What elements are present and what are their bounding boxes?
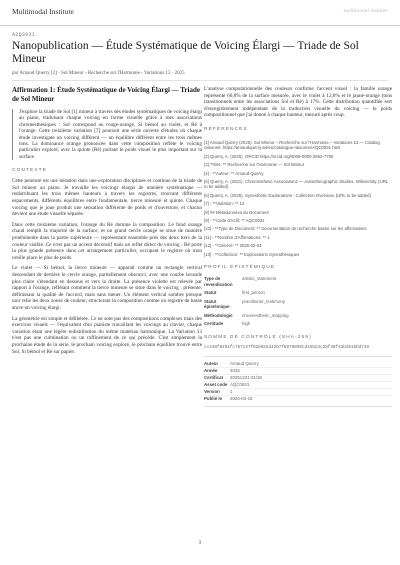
profile-value: chromesthetic_mapping [242,312,289,318]
reference-item[interactable]: [6] Querry, A. (2025). Synesthetic Explorations - Collection Overview. [URL to be added] [204,192,371,198]
metadata-value: 2025 [230,368,240,374]
byline: par Arnaud Querry [2] · Sol Mineur - Recherche sur l'Harmonie - Variations 13 · 2025 [12,71,185,76]
metadata-row [204,368,392,375]
brand-name[interactable]: Multimodal Institute [12,7,74,16]
reference-item[interactable]: [13] - **Collection: ** Explorations Synesthésiques [204,251,300,257]
reference-item[interactable]: [7] - **Variation: ** 13 [204,201,245,207]
profile-value: artistic_statement [242,276,277,282]
reference-item[interactable]: [12] - **Généré: ** 2026-02-04 [204,243,262,249]
claim-heading: Affirmation 1: Étude Systématique de Voicing Élargi — Triade de Sol Mineur [12,86,200,103]
epistemic-profile [204,276,392,327]
profile-key: Méthodologie [204,312,233,318]
profile-value: first_person [242,290,265,296]
profile-row [204,313,392,319]
reference-item[interactable]: [9] - **Code d'Actif: ** AQC0931 [204,218,265,224]
metadata-key: Auteur [204,361,219,367]
metadata-key: Publié le [204,396,223,402]
profile-key: Statut épistémique [204,298,230,310]
metadata-row [204,382,392,389]
metadata-key: Asset code [204,382,228,388]
metadata-row [204,396,392,402]
checksum-value: cc338f9291fc767137f026655d42b7f6079899cd45524c28f40f43b3818bd748 [204,344,370,350]
metadata-value: 2026-04-18 [230,396,253,402]
page-title: Nanopublication — Étude Systématique de Voicing Élargi — Triade de Sol Mineur [12,40,359,65]
context-paragraph: La géométrie est simple et délibérée. Ce ne sont pas des compositions complexes mais des exercices visuels — l'équivalent d'un pianiste travaillant les voicings au clavier, chaque variation étant une légère redistribution du même matériau harmonique. La Variation 13 n'est pas une culmination ou un raffinement de ce qui précède. C'est simplement la prochaine étude de la série, le prochain voicing exploré, le prochain équilibre trouvé entre Sol, Si bémol et Ré sur papier. [12,315,202,355]
right-column [204,86,392,407]
claim-text: J'explore la triade de Sol [1] mineur à travers des études systématiques de voicing élargi au piano, traduisant chaque voicing en forme visuelle grâce à mes associations chromesthésiques : Sol correspond au rouge-orange, Si bémol au violet, et Ré à l'orange. Cette treizième variation [7] poursuit une série ouverte d'études où chaque étude investigate un voicing différent — un équilibre différent entre les trois mêmes tons. La dominance orange prononcée dans cette composition reflète le voicing particulier exploré, avec la quinte (Ré) portant le poids visuel le plus important sur la surface. [12,109,202,160]
references-list [204,140,392,257]
analysis-paragraph: L'analyse computationnelle des couleurs confirme l'accent visuel : la famille orange représente 66,8% de la surface mesurée, avec le violet à 12,8% et le jaune-orange (tons transitionnels entre les associations Sol et Ré) à 17%. Cette distribution quantifiée sert d'enregistrement indépendant de la traduction visuelle du voicing — le poids compositionnel que j'ai donné à chaque hauteur, mesuré après coup. [204,86,392,119]
reference-item[interactable]: [11] - **Nombre d'Affirmations: ** 1 [204,234,270,240]
profile-row [204,299,392,310]
profile-value: practitioner_testimony [242,298,285,304]
metadata-value: 20251231-01/26 [230,375,262,381]
metadata-value: Arnaud Querry [230,361,259,367]
profile-key: Type de revendication [204,276,233,287]
reference-item[interactable]: [1] Arnaud Querry (2025). Sol Mineur – Recherche sur l'Harmonie – Variations 13 — Catalog raisonné. https://arnaudquerry.art/en/catalogue-raisonne/AQC0931.html [204,139,380,151]
profile-heading: PROFIL ÉPISTÉMIQUE [204,265,276,271]
profile-value: high [242,321,251,327]
metadata-key: Année [204,368,218,374]
divider [12,80,388,81]
profile-row [204,276,392,287]
context-paragraph: Le violet — Si bémol, la tierce mineure — apparaît comme un rectangle vertical descendant de derrière le cercle orange, partiellement obscurci, avec une courbe lavande plus claire s'étendant en dessous et vers la droite. La présence violette est relevée par rapport à l'orange, reflétant comment la tierce mineure se situe dans le voicing : présente, définissant la qualité de l'accord, mais sans mener. Un élément vertical sombre presque noir relie les deux zones de couleur, structurant la composition comme un registre de basse ancre un voicing élargi. [12,265,202,311]
metadata-row [204,389,392,396]
reference-item[interactable]: [5] Querry, A. (2021). Chromesthetic Associations — Autoethnographic Studies. Wikiversity. [URL to be added] [204,179,389,190]
context-paragraph: Dans cette treizième variation, l'orange du Ré domine la composition. Le fond orange chaud remplit la majorité de la surface, et un grand cercle orange se situe de manière proéminente dans la partie supérieure — représentant ensemble près des deux tiers de la couleur visible. Ce n'est pas un accent décoratif mais un reflet direct du voicing : Ré porte la plus grande présence dans cet arrangement particulier, occupant le registre où mon oreille place le plus de poids. [12,221,202,261]
context-heading: CONTEXTE [12,168,47,174]
reference-item[interactable]: [3] **titre: ** Recherche sur l'Harmonie — Sol Mineur [204,162,305,168]
metadata-table [204,356,392,407]
top-bar [0,0,400,26]
profile-key: Statut [204,290,217,296]
profile-row [204,321,392,327]
reference-item[interactable]: [2] Querry, A. (2025). ORCID https://orcid.org/0009-0000-2662-7790 [204,153,334,159]
metadata-row [204,375,392,382]
reference-item[interactable]: [4] - **Auteur: ** Arnaud Querry [204,170,264,176]
brand-watermark: multimodal institute [343,8,388,14]
reference-item[interactable]: [8] ## Métadonnées du Document [204,209,269,215]
metadata-value: 1 [230,389,233,395]
profile-key: Certitude [204,321,224,327]
metadata-row [204,361,392,368]
left-column [12,86,202,359]
page-number: 1 [198,540,202,546]
context-paragraph: Cette peinture est une itération dans une exploration disciplinée et continue de la triade de Sol mineur au piano. Je travaille les voicings élargis de manière systématique — redistribuant les trois mêmes hauteurs à travers les registres, trouvant différents espacements, différents équilibres entre fondamentale, tierce mineure et quinte. Chaque voicing que je joue produit une sensation différente de poids et d'ouverture, et chacun devient une étude visuelle séparée. [12,178,202,218]
metadata-key: Certificat [204,375,224,381]
metadata-value: AQC0931 [230,382,250,388]
document-code: A2Q3931 [12,32,36,38]
checksum-heading: SOMME DE CONTRÔLE (SHA-256) [204,334,312,340]
reference-item[interactable]: [10] - **Type de Document: ** Documentation de recherche basée sur les affirmations [204,226,367,232]
profile-row [204,290,392,296]
metadata-key: Version [204,389,220,395]
references-heading: RÉFÉRENCES [204,126,248,132]
